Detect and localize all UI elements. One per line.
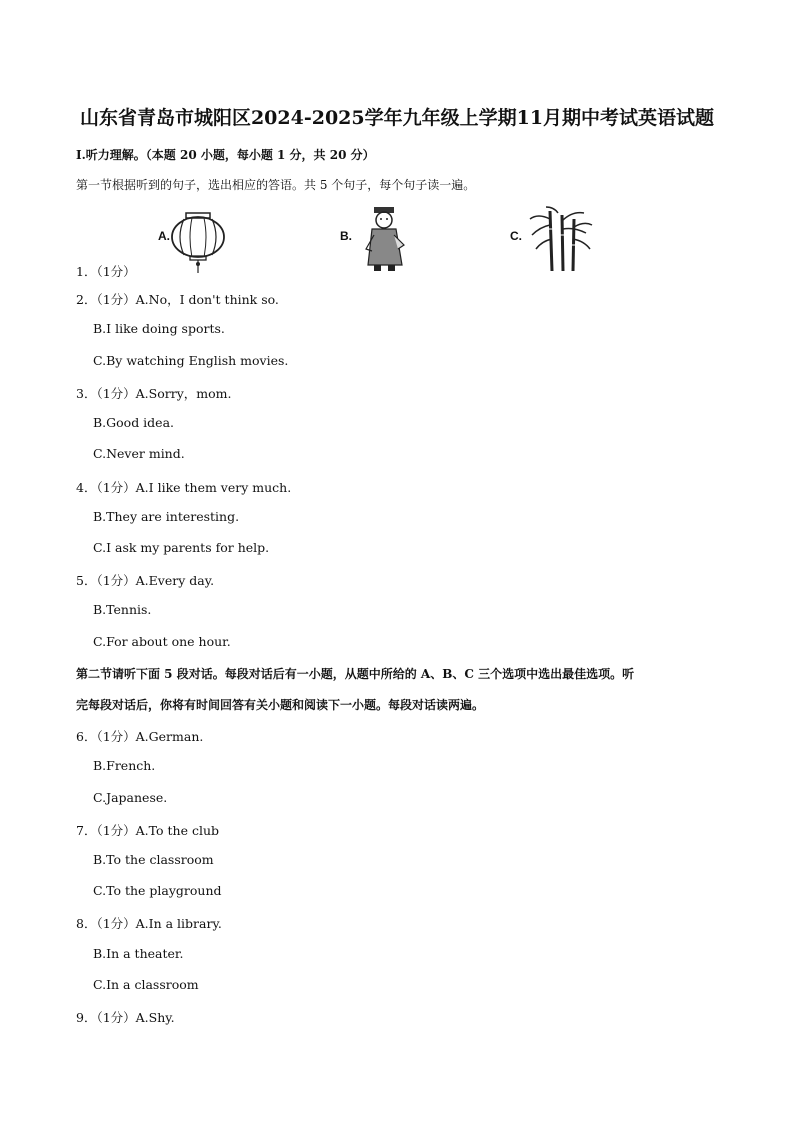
question-4 <box>76 478 291 496</box>
question-6-option-a: A.German. <box>135 729 204 744</box>
question-6-option-b: B.French. <box>93 758 156 773</box>
question-6-number: 6．（1分） <box>76 729 136 744</box>
picture-options <box>150 205 610 275</box>
question-3-option-c: C.Never mind. <box>93 446 185 461</box>
question-5 <box>76 571 214 589</box>
bamboo-icon <box>528 205 594 275</box>
part1-heading: I.听力理解。（本题 20 小题，每小题 1 分，共 20 分） <box>76 148 375 162</box>
question-7-option-b: B.To the classroom <box>93 852 214 867</box>
question-8 <box>76 914 222 932</box>
question-7-number: 7．（1分） <box>76 823 136 838</box>
page-title: 山东省青岛市城阳区2024-2025学年九年级上学期11月期中考试英语试题 <box>79 107 715 129</box>
question-4-option-b: B.They are interesting. <box>93 509 240 524</box>
ancient-figure-icon <box>360 205 410 275</box>
question-6-option-c: C.Japanese. <box>93 790 168 805</box>
question-9-number: 9．（1分） <box>76 1010 136 1025</box>
question-8-option-a: A.In a library. <box>135 916 222 931</box>
question-1-number: 1．（1分） <box>76 264 136 279</box>
question-5-number: 5．（1分） <box>76 573 136 588</box>
question-2-option-c: C.By watching English movies. <box>93 353 289 368</box>
question-5-option-c: C.For about one hour. <box>93 634 231 649</box>
picture-option-b-label: B. <box>340 229 352 243</box>
question-3 <box>76 384 231 402</box>
question-5-option-a: A.Every day. <box>135 573 215 588</box>
picture-option-c <box>510 205 630 275</box>
question-2 <box>76 290 279 308</box>
question-8-option-b: B.In a theater. <box>93 946 184 961</box>
question-8-option-c: C.In a classroom <box>93 977 199 992</box>
question-9 <box>76 1008 175 1026</box>
question-4-option-a: A.I like them very much. <box>135 480 292 495</box>
section1-instruction: 第一节根据听到的句子，选出相应的答语。共 5 个句子，每个句子读一遍。 <box>76 178 476 192</box>
question-4-number: 4．（1分） <box>76 480 136 495</box>
question-3-option-b: B.Good idea. <box>93 415 174 430</box>
picture-option-a <box>150 205 270 275</box>
question-3-number: 3．（1分） <box>76 386 136 401</box>
question-6 <box>76 727 203 745</box>
question-3-option-a: A.Sorry，mom. <box>135 386 232 401</box>
lantern-icon <box>168 205 228 275</box>
section2-instruction-line1: 第二节请听下面 5 段对话。每段对话后有一小题，从题中所给的 A、B、C 三个选项中选出最佳选项。听 <box>76 667 635 681</box>
question-2-option-a: A.No，I don't think so. <box>135 292 279 307</box>
question-2-number: 2．（1分） <box>76 292 136 307</box>
picture-option-b <box>340 205 460 275</box>
question-5-option-b: B.Tennis. <box>93 602 152 617</box>
question-2-option-b: B.I like doing sports. <box>93 321 225 336</box>
picture-option-a-label: A. <box>158 229 170 243</box>
question-9-option-a: A.Shy. <box>135 1010 175 1025</box>
picture-option-c-label: C. <box>510 229 522 243</box>
section2-instruction-line2: 完每段对话后，你将有时间回答有关小题和阅读下一小题。每段对话读两遍。 <box>76 698 485 712</box>
question-4-option-c: C.I ask my parents for help. <box>93 540 270 555</box>
question-8-number: 8．（1分） <box>76 916 136 931</box>
question-7 <box>76 821 219 839</box>
question-7-option-c: C.To the playground <box>93 883 222 898</box>
question-7-option-a: A.To the club <box>135 823 220 838</box>
